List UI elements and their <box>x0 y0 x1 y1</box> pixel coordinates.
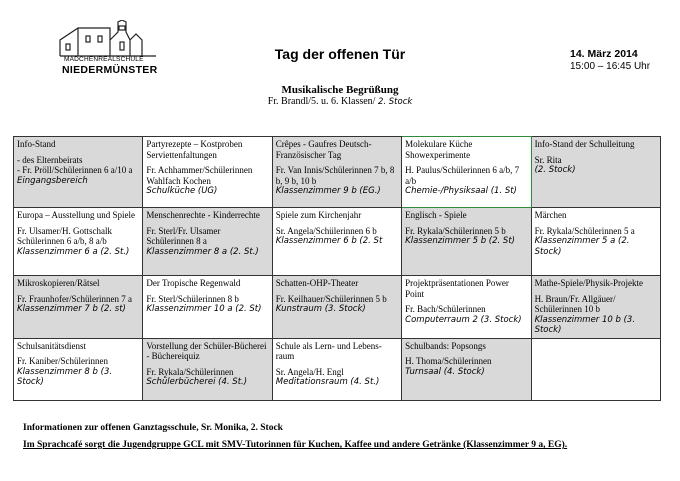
activity-title: Schulbands: Popsongs <box>405 340 486 351</box>
activity-organizer: H. Thoma/Schülerinnen <box>405 356 492 366</box>
activity-room: (2. Stock) <box>534 165 576 175</box>
church-building-icon <box>58 20 158 58</box>
schedule-cell <box>402 137 531 208</box>
activity-organizer: Fr. Sterl/Schülerinnen 8 b <box>146 293 239 304</box>
activity-title: Märchen <box>534 210 567 220</box>
activity-organizer: Fr. Keilhauer/Schülerinnen 5 b <box>275 293 387 304</box>
activity-room: Turnsaal (4. Stock) <box>405 366 485 377</box>
activity-organizer: Fr. Rykala/Schülerinnen 5 a <box>534 225 635 236</box>
activity-title: Molekulare Küche Showexperimente <box>405 139 473 160</box>
schedule-cell <box>14 208 143 276</box>
activity-title: Europa – Ausstellung und Spiele <box>17 210 135 220</box>
activity-organizer: Fr. Rykala/Schülerinnen 5 b <box>405 225 506 236</box>
activity-organizer: - Fr. Pröll/Schülerinnen 6 a/10 a <box>17 165 133 175</box>
activity-organizer: Fr. Van Innis/Schülerinnen 7 b, 8 b, 9 b, 10 b <box>275 165 395 186</box>
activity-title: Schule als Lern- und Lebens-raum <box>275 340 382 361</box>
activity-title: Englisch - Spiele <box>405 210 467 220</box>
activity-title: Menschenrechte - Kinderrechte <box>146 210 260 220</box>
activity-room: Klassenzimmer 9 b (EG.) <box>275 186 381 196</box>
activity-room: Kunstraum (3. Stock) <box>275 304 366 314</box>
schedule-cell <box>402 208 531 276</box>
schedule-cell <box>14 338 143 400</box>
activity-title: Schulsanitätsdienst <box>17 340 86 351</box>
logo-text-line1: MÄDCHENREALSCHULE <box>64 56 144 63</box>
activity-organizer: Fr. Kaniber/Schülerinnen <box>17 356 108 366</box>
activity-organizer: H. Braun/Fr. Allgäuer/ Schülerinnen 10 b <box>534 293 616 314</box>
schedule-cell <box>143 208 272 276</box>
activity-room: Klassenzimmer 5 a (2. Stock) <box>534 236 630 257</box>
activity-title: Info-Stand <box>17 139 56 149</box>
schedule-row <box>14 137 661 208</box>
activity-room: Computerraum 2 (3. Stock) <box>405 314 522 325</box>
event-time: 15:00 – 16:45 Uhr <box>570 61 651 72</box>
activity-room: Meditationsraum (4. St.) <box>275 377 380 387</box>
schedule-cell <box>531 338 660 400</box>
activity-room: Chemie-/Physiksaal (1. St) <box>405 186 517 196</box>
activity-organizer: Fr. Rykala/Schülerinnen <box>146 366 234 377</box>
activity-title: Partyrezepte – Kostproben Serviettenfaltungen <box>146 139 243 160</box>
event-date: 14. März 2014 <box>570 48 638 60</box>
activity-room: Klassenzimmer 6 b (2. St <box>275 236 383 246</box>
schedule-cell <box>272 338 401 400</box>
schedule-cell <box>531 137 660 208</box>
page-title: Tag der offenen Tür <box>274 46 406 62</box>
schedule-cell <box>531 208 660 276</box>
activity-room: Schulküche (UG) <box>146 186 218 196</box>
activity-organizer: Sr. Rita <box>534 154 562 165</box>
activity-organizer: Sr. Angela/Schülerinnen 6 b <box>275 225 377 236</box>
activity-title: Projektpräsentationen Power Point <box>405 278 509 299</box>
activity-room: Klassenzimmer 10 b (3. Stock) <box>534 314 636 335</box>
activity-title: Crêpes - Gaufres Deutsch-Französischer Tag <box>275 139 372 160</box>
activity-room: Klassenzimmer 7 b (2. st) <box>17 304 126 314</box>
schedule-cell <box>14 276 143 339</box>
schedule-cell <box>272 276 401 339</box>
activity-organizer: - des Elternbeirats <box>17 154 83 165</box>
schedule-row <box>14 338 661 400</box>
activity-title: Mikroskopieren/Rätsel <box>17 278 100 288</box>
cell-spacer <box>535 341 657 346</box>
schedule-cell <box>143 137 272 208</box>
welcome-sub-location: 2. Stock <box>377 97 413 107</box>
logo-text-line2: NIEDERMÜNSTER <box>62 64 158 76</box>
activity-organizer: H. Paulus/Schülerinnen 6 a/b, 7 a/b <box>405 165 520 186</box>
welcome-title: Musikalische Begrüßung <box>281 84 399 96</box>
footer-info-sprachcafe: Im Sprachcafé sorgt die Jugendgruppe GCL mit SMV-Tutorinnen für Kuchen, Kaffee und andere Getränke (Klassenzimmer 9 a, EG). <box>23 440 568 450</box>
activity-organizer: Fr. Achhammer/Schülerinnen Wahlfach Kochen <box>146 165 253 186</box>
schedule-table <box>13 136 661 401</box>
schedule-cell <box>272 137 401 208</box>
activity-organizer: Sr. Angela/H. Engl <box>275 366 344 377</box>
activity-title: Spiele zum Kirchenjahr <box>275 210 362 220</box>
activity-title: Vorstellung der Schüler-Bücherei - Büchereiquiz <box>146 340 267 361</box>
welcome-sub-text: Fr. Brandl/5. u. 6. Klassen/ <box>267 96 376 107</box>
schedule-cell <box>143 338 272 400</box>
activity-organizer: Fr. Bach/Schülerinnen <box>405 304 486 314</box>
activity-title: Der Tropische Regenwald <box>146 278 241 288</box>
activity-room: Eingangsbereich <box>17 175 88 186</box>
activity-room: Klassenzimmer 10 a (2. St) <box>146 304 262 314</box>
schedule-cell <box>272 208 401 276</box>
activity-title: Schatten-OHP-Theater <box>275 278 359 288</box>
schedule-cell <box>14 137 143 208</box>
activity-room: Schülerbücherei (4. St.) <box>146 377 248 387</box>
activity-title: Info-Stand der Schulleitung <box>534 139 635 149</box>
activity-room: Klassenzimmer 8 a (2. St.) <box>146 246 259 257</box>
activity-organizer: Fr. Fraunhofer/Schülerinnen 7 a <box>17 293 132 304</box>
schedule-cell <box>402 338 531 400</box>
activity-title: Mathe-Spiele/Physik-Projekte <box>534 278 644 288</box>
footer-info-ganztag: Informationen zur offenen Ganztagsschule, Sr. Monika, 2. Stock <box>23 423 283 433</box>
activity-room: Klassenzimmer 6 a (2. St.) <box>17 246 130 257</box>
schedule-cell <box>531 276 660 339</box>
schedule-row <box>14 276 661 339</box>
activity-room: Klassenzimmer 8 b (3. Stock) <box>17 366 113 387</box>
activity-room: Klassenzimmer 5 b (2. St) <box>405 236 515 246</box>
activity-organizer: Fr. Sterl/Fr. Ulsamer Schülerinnen 8 a <box>146 225 221 246</box>
schedule-cell <box>143 276 272 339</box>
school-logo <box>58 20 158 80</box>
activity-organizer: Fr. Ulsamer/H. Gottschalk Schülerinnen 6 a/b, 8 a/b <box>17 225 112 246</box>
welcome-subtitle <box>200 96 480 107</box>
schedule-cell <box>402 276 531 339</box>
schedule-row <box>14 208 661 276</box>
